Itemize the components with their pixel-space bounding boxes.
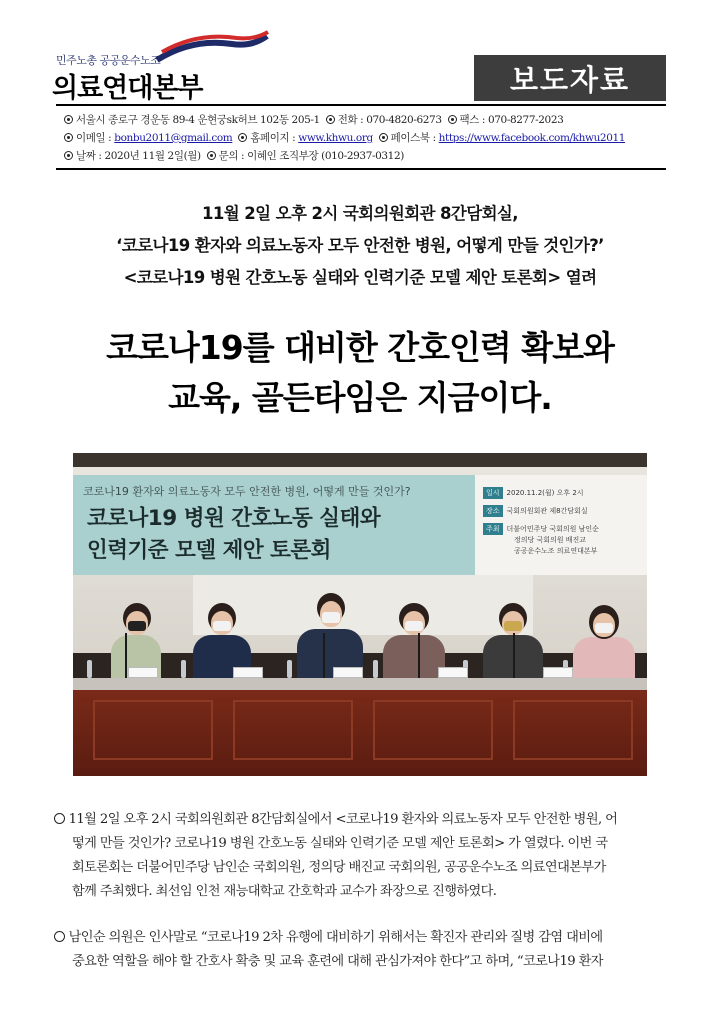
fax-text: 팩스 : 070-8277-2023 <box>459 114 564 126</box>
bullet-icon <box>64 115 73 124</box>
main-headline-1: 코로나19를 대비한 간호인력 확보와 <box>106 328 614 367</box>
microphone <box>125 633 127 678</box>
table-panel <box>513 700 633 760</box>
info-row-time: 일시 2020.11.2(월) 오후 2시 <box>483 487 584 499</box>
paragraph-2-line-2: 중요한 역할을 해야 할 간호사 확충 및 교육 훈련에 대해 관심가져야 한다”고 하며, “코로나19 환자 <box>72 954 603 969</box>
paragraph-1-line-1: 11월 2일 오후 2시 국회의원회관 8간담회실에서 <코로나19 환자와 의료노동자 모두 안전한 병원, 어 <box>54 808 617 827</box>
header-divider-bottom <box>56 168 666 170</box>
photo-backdrop <box>193 575 533 635</box>
info-row-place: 장소 국회의원회관 제8간담회실 <box>483 505 588 517</box>
press-release-badge: 보도자료 <box>474 55 666 101</box>
header-divider-top <box>56 104 666 106</box>
water-bottle <box>181 660 186 678</box>
circle-bullet-icon <box>54 813 65 824</box>
conference-table-top <box>73 678 647 690</box>
subheadline-1: 11월 2일 오후 2시 국회의원회관 8간담회실, <box>202 204 518 223</box>
paragraph-1-line-4: 함께 주최했다. 최선임 인천 재능대학교 간호학과 교수가 좌장으로 진행하였다. <box>72 884 497 899</box>
microphone <box>513 633 515 678</box>
phone-text: 전화 : 070-4820-6273 <box>337 114 442 126</box>
paragraph-2 <box>54 926 674 976</box>
contact-line-2 <box>64 130 664 145</box>
union-logo <box>52 30 262 104</box>
banner-subtitle: 코로나19 환자와 의료노동자 모두 안전한 병원, 어떻게 만들 것인가? <box>83 485 411 498</box>
nameplate <box>333 667 363 678</box>
contact-line-1 <box>64 112 664 127</box>
email-label: 이메일 : <box>76 132 112 144</box>
microphone <box>323 633 325 678</box>
bullet-icon <box>326 115 335 124</box>
inquiry-text: 문의 : 이혜인 조직부장 (010-2937-0312) <box>218 150 404 162</box>
bullet-icon <box>64 133 73 142</box>
event-photo <box>73 453 647 776</box>
bullet-icon <box>238 133 247 142</box>
info-row-host: 주최 더불어민주당 국회의원 남인순 <box>483 523 599 535</box>
logo-swoosh-icon <box>152 30 272 70</box>
banner-title-2: 인력기준 모델 제안 토론회 <box>87 538 331 563</box>
photo-ceiling <box>73 453 647 467</box>
table-panel <box>93 700 213 760</box>
paragraph-2-line-1: 남인순 의원은 인사말로 “코로나19 2차 유행에 대비하기 위해서는 확진자 관리와 질병 감염 대비에 <box>54 926 603 945</box>
address-text: 서울시 종로구 경운동 89-4 운현궁sk허브 102동 205-1 <box>76 114 320 126</box>
table-panel <box>373 700 493 760</box>
microphone <box>418 633 420 678</box>
homepage-link[interactable]: www.khwu.org <box>298 132 373 144</box>
paragraph-1-line-3: 회토론회는 더불어민주당 남인순 국회의원, 정의당 배진교 국회의원, 공공운수노조 의료연대본부가 <box>72 860 606 875</box>
nameplate <box>233 667 263 678</box>
water-bottle <box>287 660 292 678</box>
contact-line-3 <box>64 148 664 163</box>
banner-title-1: 코로나19 병원 간호노동 실태와 <box>87 506 381 531</box>
paragraph-1 <box>54 808 674 904</box>
bullet-icon <box>379 133 388 142</box>
info-host-2: 정의당 국회의원 배진교 <box>514 536 587 544</box>
bullet-icon <box>448 115 457 124</box>
logo-title: 의료연대본부 <box>52 73 203 104</box>
info-host-3: 공공운수노조 의료연대본부 <box>514 547 598 555</box>
table-panel <box>233 700 353 760</box>
subheadline-2: ‘코로나19 환자와 의료노동자 모두 안전한 병원, 어떻게 만들 것인가?’ <box>116 236 604 255</box>
water-bottle <box>87 660 92 678</box>
homepage-label: 홈페이지 : <box>250 132 296 144</box>
bullet-icon <box>207 151 216 160</box>
nameplate <box>128 667 158 678</box>
logo-subtitle: 민주노총 공공운수노조 <box>56 54 161 67</box>
facebook-label: 페이스북 : <box>390 132 436 144</box>
email-link[interactable]: bonbu2011@gmail.com <box>114 132 233 144</box>
date-text: 날짜 : 2020년 11월 2일(월) <box>76 150 201 162</box>
nameplate <box>543 667 573 678</box>
nameplate <box>438 667 468 678</box>
subheadline-3: <코로나19 병원 간호노동 실태와 인력기준 모델 제안 토론회> 열려 <box>123 268 597 287</box>
banner-info-panel <box>475 475 647 575</box>
paragraph-1-line-2: 떻게 만들 것인가? 코로나19 병원 간호노동 실태와 인력기준 모델 제안 토론회> 가 열렸다. 이번 국 <box>72 836 608 851</box>
facebook-link[interactable]: https://www.facebook.com/khwu2011 <box>438 132 626 144</box>
event-banner <box>73 475 475 575</box>
water-bottle <box>373 660 378 678</box>
circle-bullet-icon <box>54 931 65 942</box>
main-headline-2: 교육, 골든타임은 지금이다. <box>168 378 552 417</box>
bullet-icon <box>64 151 73 160</box>
